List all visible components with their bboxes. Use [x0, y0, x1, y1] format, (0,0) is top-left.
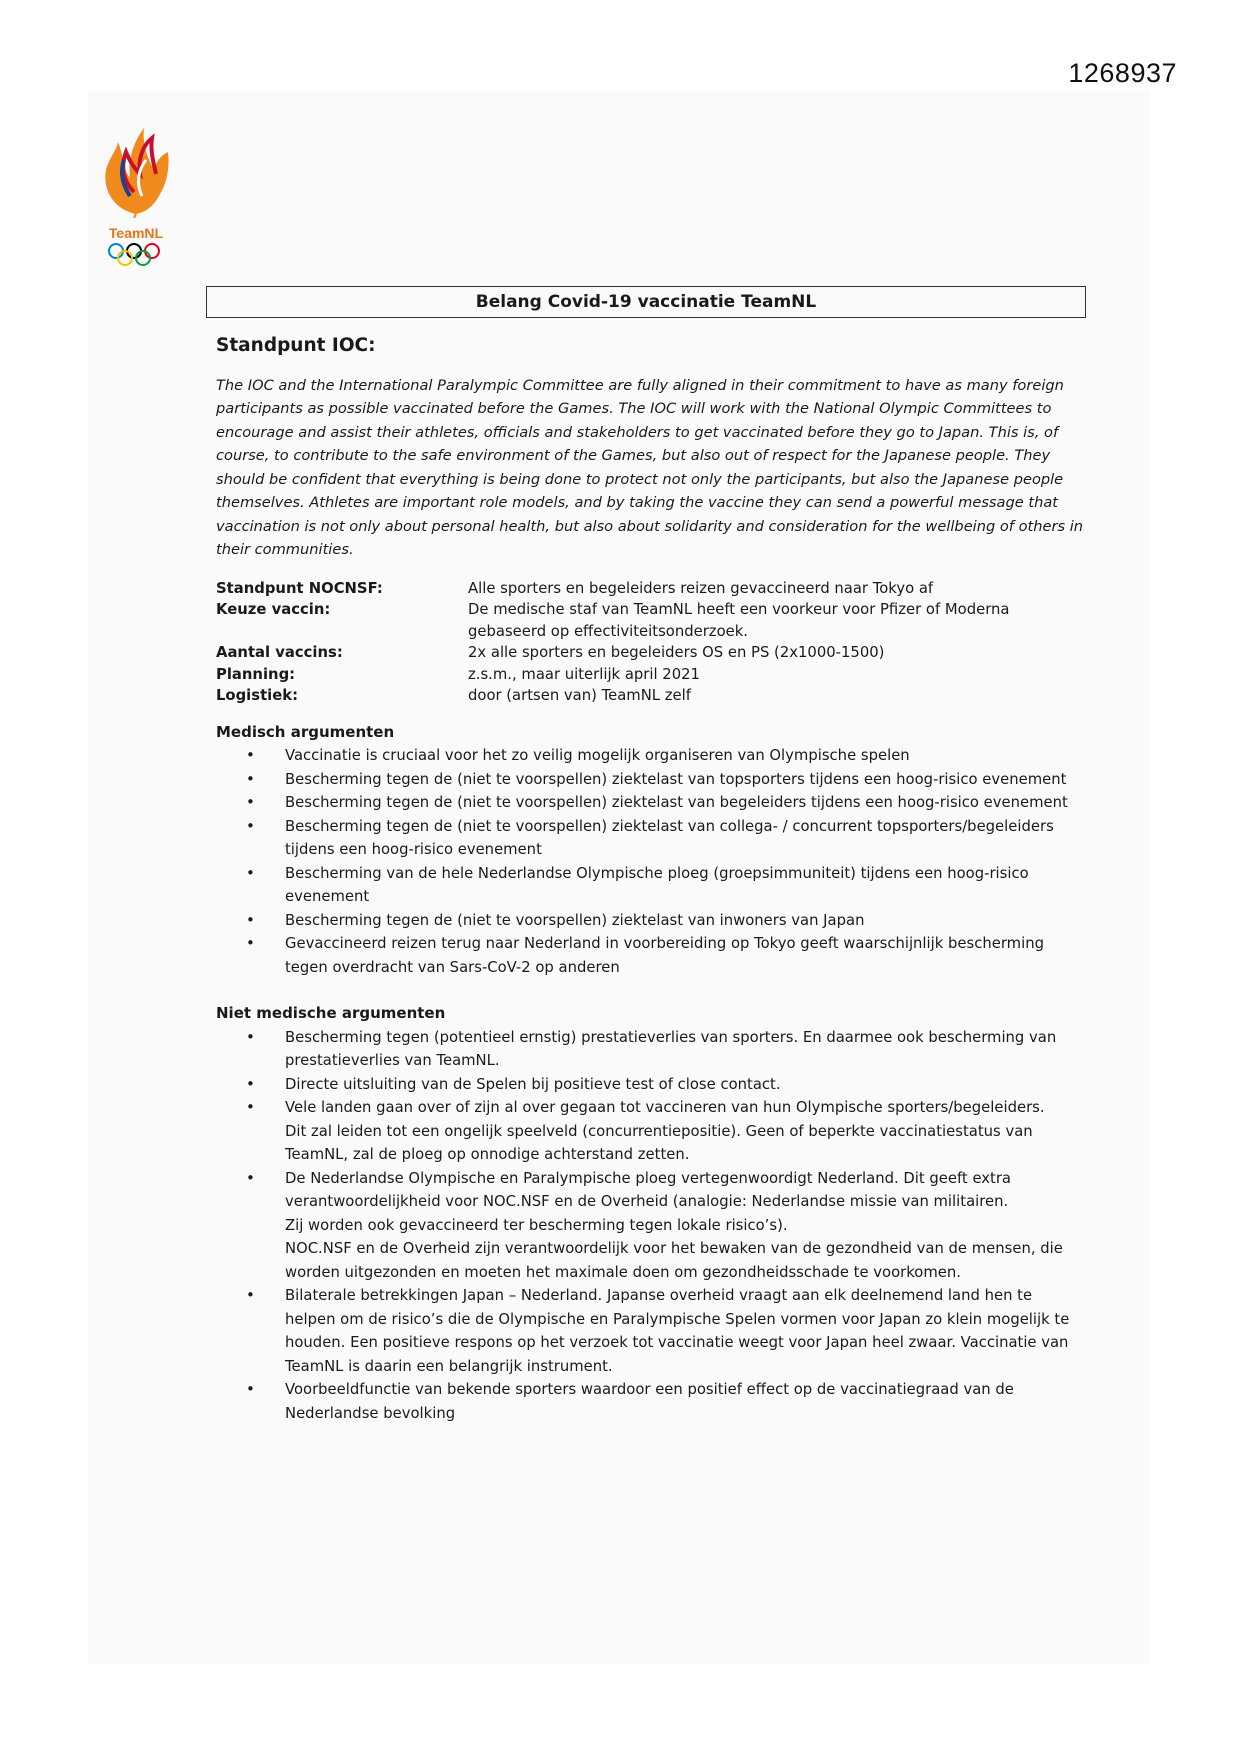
list-item: • Bescherming tegen de (niet te voorspellen) ziektelast van inwoners van Japan [246, 909, 1086, 933]
list-item: • Bilaterale betrekkingen Japan – Nederland. Japanse overheid vraagt aan elk deelnemend land hen te helpen om de risico’s die de Olympische en Paralympische Spelen vormen voor Japan zo klein mogelijk te houden. Een positieve respons op het verzoek tot vaccinatie weegt voor Japan heel zwaar. Vaccinatie van TeamNL is daarin een belangrijk instrument. [246, 1284, 1086, 1378]
list-item: • Voorbeeldfunctie van bekende sporters waardoor een positief effect op de vaccinatiegraad van de Nederlandse bevolking [246, 1378, 1086, 1425]
brand-name: TeamNL [108, 225, 164, 241]
list-item: • Vaccinatie is cruciaal voor het zo veilig mogelijk organiseren van Olympische spelen [246, 744, 1086, 768]
document-number: 1268937 [1068, 58, 1177, 88]
document-content [206, 286, 1086, 1425]
info-value: z.s.m., maar uiterlijk april 2021 [468, 665, 700, 683]
list-item-continuation: Dit zal leiden tot een ongelijk speelveld (concurrentiepositie). Geen of beperkte vaccinatiestatus van TeamNL, zal de ploeg op onnodige achterstand zetten. [285, 1122, 1033, 1163]
info-value: Alle sporters en begeleiders reizen gevaccineerd naar Tokyo af [468, 579, 934, 597]
list-item: • Directe uitsluiting van de Spelen bij positieve test of close contact. [246, 1073, 1086, 1097]
ioc-heading: Standpunt IOC: [216, 335, 376, 356]
olympic-rings-icon [96, 241, 176, 267]
info-label: Keuze vaccin: [216, 601, 331, 618]
info-value: door (artsen van) TeamNL zelf [468, 687, 691, 704]
medical-arguments-title: Medisch argumenten [216, 722, 395, 741]
ioc-statement: The IOC and the International Paralympic Committee are fully aligned in their commitment to have as many foreign participants as possible vaccinated before the Games. The IOC will work with the National Olympic Committees to encourage and assist their athletes, officials and stakeholders to get vaccinated before they go to Japan. This is, of course, to contribute to the safe environment of the Games, but also out of respect for the Japanese people. They should be confident that everything is being done to protect not only the participants, but also the Japanese people themselves. Athletes are important role models, and by taking the vaccine they can send a powerful message that vaccination is not only about personal health, but also about solidarity and consideration for the wellbeing of others in their communities. [216, 376, 1084, 558]
info-label: Standpunt NOCNSF: [216, 579, 383, 597]
non-medical-arguments-list [246, 1026, 1086, 1426]
list-item: • Bescherming tegen de (niet te voorspellen) ziektelast van topsporters tijdens een hoog-risico evenement [246, 768, 1086, 792]
info-label: Planning: [216, 665, 296, 683]
info-table [216, 578, 1086, 707]
list-item-text: De Nederlandse Olympische en Paralympische ploeg vertegenwoordigt Nederland. Dit geeft extra verantwoordelijkheid voor NOC.NSF en de Overheid (analogie: Nederlandse missie van militairen. [285, 1169, 1011, 1210]
list-item: • Bescherming tegen de (niet te voorspellen) ziektelast van begeleiders tijdens een hoog-risico evenement [246, 791, 1086, 815]
medical-arguments-list [246, 744, 1086, 979]
teamnl-logo [96, 122, 176, 272]
list-item: • Bescherming tegen (potentieel ernstig) prestatieverlies van sporters. En daarmee ook bescherming van prestatieverlies van TeamNL. [246, 1026, 1086, 1073]
list-item: • Bescherming van de hele Nederlandse Olympische ploeg (groepsimmuniteit) tijdens een hoog-risico evenement [246, 862, 1086, 909]
list-item: • Gevaccineerd reizen terug naar Nederland in voorbereiding op Tokyo geeft waarschijnlijk bescherming tegen overdracht van Sars-CoV-2 op anderen [246, 932, 1086, 979]
list-item [246, 1167, 1086, 1285]
teamnl-flame-icon [96, 122, 176, 218]
list-item [246, 1096, 1086, 1167]
info-value: De medische staf van TeamNL heeft een voorkeur voor Pfizer of Moderna gebaseerd op effectiviteitsonderzoek. [468, 601, 1010, 640]
list-item-continuation: NOC.NSF en de Overheid zijn verantwoordelijk voor het bewaken van de gezondheid van de mensen, die worden uitgezonden en moeten het maximale doen om gezondheidsschade te voorkomen. [285, 1240, 1063, 1281]
non-medical-arguments-title: Niet medische argumenten [216, 1004, 446, 1022]
list-item-text: Vele landen gaan over of zijn al over gegaan tot vaccineren van hun Olympische sporters/begeleiders. [285, 1099, 1045, 1116]
list-item-continuation: Zij worden ook gevaccineerd ter bescherming tegen lokale risico’s). [285, 1216, 788, 1234]
info-label: Aantal vaccins: [216, 644, 343, 661]
info-value: 2x alle sporters en begeleiders OS en PS (2x1000-1500) [468, 644, 885, 661]
info-label: Logistiek: [216, 687, 299, 704]
list-item: • Bescherming tegen de (niet te voorspellen) ziektelast van collega- / concurrent topsporters/begeleiders tijdens een hoog-risico evenement [246, 815, 1086, 862]
document-title: Belang Covid-19 vaccinatie TeamNL [206, 286, 1086, 318]
